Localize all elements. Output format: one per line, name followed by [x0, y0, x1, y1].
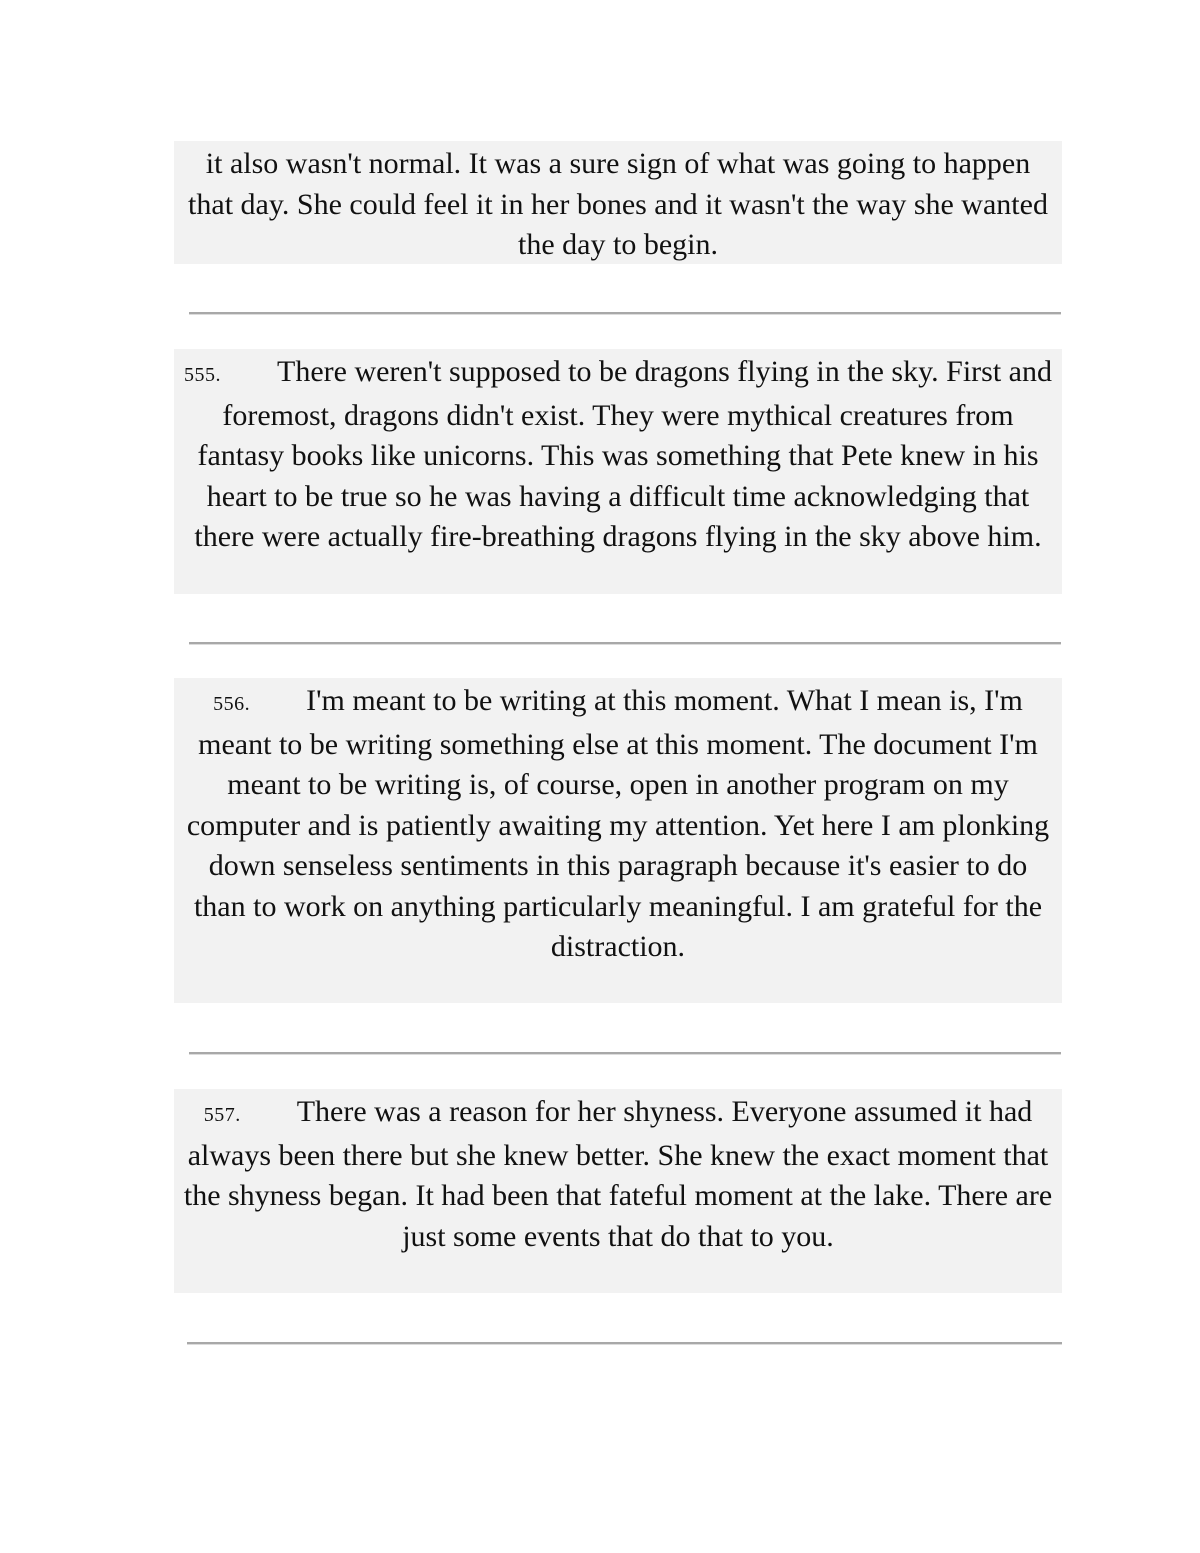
horizontal-divider — [189, 642, 1061, 645]
horizontal-divider — [189, 1052, 1061, 1055]
paragraph-number: 557. — [203, 1104, 241, 1126]
paragraph-text: I'm meant to be writing at this moment. What I mean is, I'm meant to be writing something else at this moment. The document I'm meant to be writing is, of course, open in another program on my computer and is patiently awaiting my attention. Yet here I am plonking down senseless sentiments in this paragraph because it's easier to do than to work on anything particularly meaningful. I am grateful for the distraction. — [186, 684, 1050, 963]
paragraph-text: There weren't supposed to be dragons flying in the sky. First and foremost, dragons didn't exist. They were mythical creatures from fantasy books like unicorns. This was something that Pete knew in his heart to be true so he was having a difficult time acknowledging that there were actually fire-breathing dragons flying in the sky above him. — [194, 355, 1052, 553]
paragraph-block — [174, 141, 1062, 264]
paragraph-block — [174, 678, 1062, 1003]
horizontal-divider — [187, 1342, 1062, 1345]
paragraph-number: 555. — [184, 364, 221, 386]
paragraph-text: it also wasn't normal. It was a sure sign of what was going to happen that day. She could feel it in her bones and it wasn't the way she wanted the day to begin. — [188, 147, 1048, 261]
paragraph-text: There was a reason for her shyness. Everyone assumed it had always been there but she knew better. She knew the exact moment that the shyness began. It had been that fateful moment at the lake. There are just some events that do that to you. — [183, 1095, 1053, 1253]
horizontal-divider — [189, 312, 1061, 315]
paragraph-number: 556. — [213, 693, 251, 715]
paragraph-block — [174, 1089, 1062, 1293]
paragraph-block — [174, 349, 1062, 594]
